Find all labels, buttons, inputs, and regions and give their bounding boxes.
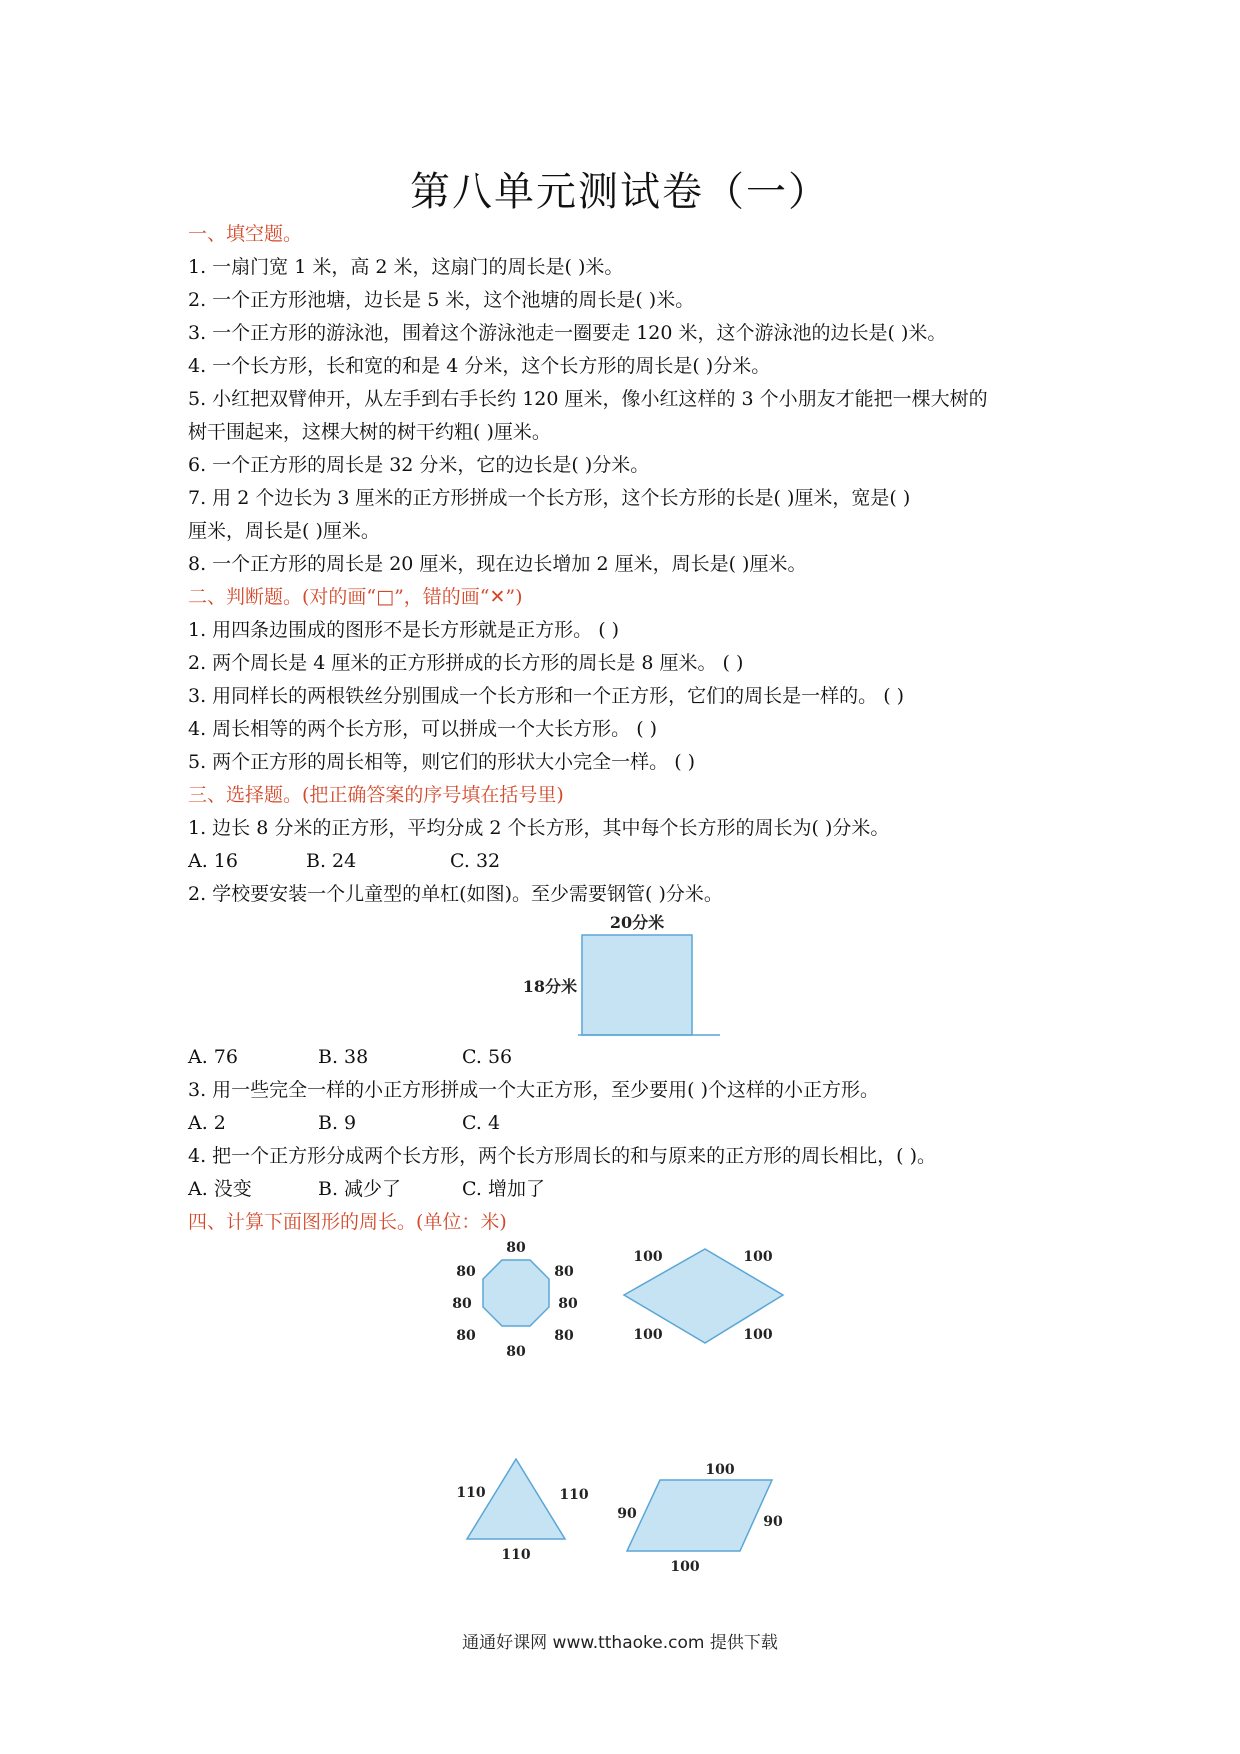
s1-question-4: 4. 一个长方形，长和宽的和是 4 分米，这个长方形的周长是( )分米。 [188,355,771,377]
s2-question-2: 2. 两个周长是 4 厘米的正方形拼成的长方形的周长是 8 厘米。 ( ) [188,652,744,674]
s3-q4-option-b: B. 减少了 [318,1178,402,1200]
parallelogram-label-top: 100 [705,1462,735,1478]
octagon-label-bottom: 80 [506,1344,526,1360]
s3-q3-option-c: C. 4 [462,1112,501,1134]
s1-question-5-line2: 树干围起来，这棵大树的树干约粗( )厘米。 [188,421,551,443]
s2-question-1: 1. 用四条边围成的图形不是长方形就是正方形。 ( ) [188,619,620,641]
s1-question-7-line2: 厘米，周长是( )厘米。 [188,520,380,542]
s3-q2-option-a: A. 76 [188,1046,238,1068]
s1-question-8: 8. 一个正方形的周长是 20 厘米，现在边长增加 2 厘米，周长是( )厘米。 [188,553,807,575]
s1-question-2: 2. 一个正方形池塘，边长是 5 米，这个池塘的周长是( )米。 [188,289,695,311]
s3-q2-option-b: B. 38 [318,1046,369,1068]
bar-top-label: 20分米 [609,913,665,932]
s3-q2-option-c: C. 56 [462,1046,513,1068]
octagon-figure [452,1240,590,1360]
parallelogram-shape [627,1480,772,1551]
s1-question-5-line1: 5. 小红把双臂伸开，从左手到右手长约 120 厘米，像小红这样的 3 个小朋友才能把一棵大树的 [188,388,988,410]
octagon-label-top-left: 80 [456,1264,476,1280]
section2-heading: 二、判断题。(对的画“□”，错的画“✕”) [188,586,523,608]
section4-heading: 四、计算下面图形的周长。(单位：米) [188,1211,507,1233]
s1-question-3: 3. 一个正方形的游泳池，围着这个游泳池走一圈要走 120 米，这个游泳池的边长是( )米。 [188,322,947,344]
parallelogram-label-left: 90 [617,1506,637,1522]
s2-question-3: 3. 用同样长的两根铁丝分别围成一个长方形和一个正方形，它们的周长是一样的。 ( ) [188,685,905,707]
parallelogram-label-right: 90 [763,1514,783,1530]
s3-q1-option-c: C. 32 [450,850,501,872]
page-title: 第八单元测试卷（一） [410,169,830,215]
octagon-label-top: 80 [506,1240,526,1256]
rhombus-figure [620,1245,790,1355]
parallelogram-figure [615,1460,795,1580]
rhombus-label-top-left: 100 [633,1249,663,1265]
octagon-label-bottom-right: 80 [554,1328,574,1344]
triangle-label-right: 110 [559,1487,589,1503]
s3-question-3: 3. 用一些完全一样的小正方形拼成一个大正方形，至少要用( )个这样的小正方形。 [188,1079,880,1101]
s2-question-5: 5. 两个正方形的周长相等，则它们的形状大小完全一样。 ( ) [188,751,696,773]
s3-q4-option-c: C. 增加了 [462,1178,545,1200]
parallelogram-label-bottom: 100 [670,1559,700,1575]
s3-q1-option-a: A. 16 [188,850,238,872]
s3-question-4: 4. 把一个正方形分成两个长方形，两个长方形周长的和与原来的正方形的周长相比，( )。 [188,1145,937,1167]
triangle-figure [455,1455,595,1570]
section1-heading: 一、填空题。 [188,223,303,245]
s3-question-2: 2. 学校要安装一个儿童型的单杠(如图)。至少需要钢管( )分米。 [188,883,723,905]
triangle-label-left: 110 [456,1485,486,1501]
octagon-label-right: 80 [558,1296,578,1312]
section3-heading: 三、选择题。(把正确答案的序号填在括号里) [188,784,564,806]
s2-question-4: 4. 周长相等的两个长方形，可以拼成一个大长方形。 ( ) [188,718,658,740]
octagon-shape [483,1260,549,1326]
rhombus-label-bottom-right: 100 [743,1327,773,1343]
horizontal-bar-figure [520,910,730,1040]
triangle-label-bottom: 110 [501,1547,531,1563]
s3-question-1: 1. 边长 8 分米的正方形，平均分成 2 个长方形，其中每个长方形的周长为( )分米。 [188,817,890,839]
octagon-label-bottom-left: 80 [456,1328,476,1344]
footer-credit: 通通好课网 www.tthaoke.com 提供下载 [462,1633,778,1653]
rhombus-label-top-right: 100 [743,1249,773,1265]
s1-question-1: 1. 一扇门宽 1 米，高 2 米，这扇门的周长是( )米。 [188,256,624,278]
s3-q3-option-a: A. 2 [188,1112,226,1134]
octagon-label-top-right: 80 [554,1264,574,1280]
s1-question-6: 6. 一个正方形的周长是 32 分米，它的边长是( )分米。 [188,454,650,476]
s3-q3-option-b: B. 9 [318,1112,357,1134]
s3-q4-option-a: A. 没变 [188,1178,252,1200]
s3-q1-option-b: B. 24 [306,850,357,872]
octagon-label-left: 80 [452,1296,472,1312]
bar-shape [582,935,692,1035]
bar-side-label: 18分米 [522,977,577,996]
s1-question-7-line1: 7. 用 2 个边长为 3 厘米的正方形拼成一个长方形，这个长方形的长是( )厘米，宽是( ) [188,487,911,509]
rhombus-label-bottom-left: 100 [633,1327,663,1343]
